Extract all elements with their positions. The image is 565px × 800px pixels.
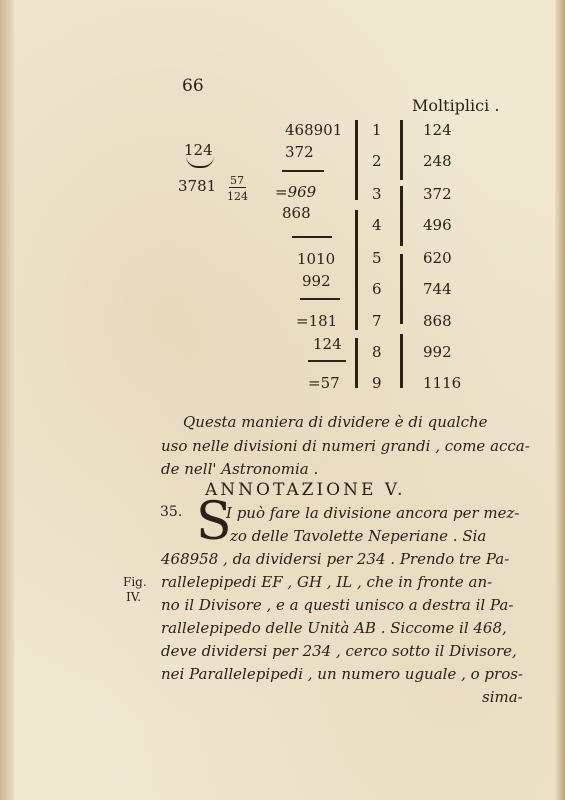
paragraph-2-line: 468958 , da dividersi per 234 . Prendo tre Pa- — [161, 550, 510, 568]
table-bar-right-3 — [400, 254, 403, 324]
page-number: 66 — [182, 76, 204, 96]
paragraph-1-line: de nell' Astronomia . — [161, 460, 319, 478]
multiple-value: 372 — [423, 185, 452, 203]
multiple-index: 9 — [372, 374, 382, 392]
paragraph-1-line: Questa maniera di dividere è di qualche — [183, 413, 488, 431]
paragraph-2-line: I può fare la divisione ancora per mez- — [226, 504, 520, 522]
table-heading: Moltiplici . — [412, 96, 500, 115]
multiple-index: 7 — [372, 312, 382, 330]
multiple-value: 124 — [423, 121, 452, 139]
multiple-value: 868 — [423, 312, 452, 330]
multiple-index: 1 — [372, 121, 382, 139]
paragraph-2-line: zo delle Tavolette Neperiane . Sia — [230, 527, 487, 545]
margin-fig-label: Fig. — [123, 575, 147, 589]
paragraph-2-line: rallelepipedi EF , GH , IL , che in fronte an- — [161, 573, 493, 591]
division-rule-3 — [300, 298, 340, 300]
multiple-value: 248 — [423, 152, 452, 170]
fraction-denominator: 124 — [227, 190, 248, 203]
remainder-2: 1010 — [297, 250, 336, 268]
divisor-box: 124 — [184, 141, 213, 159]
drop-cap: S — [196, 492, 232, 552]
step-product-1: 372 — [285, 143, 314, 161]
dividend: 468901 — [285, 121, 343, 139]
paragraph-1-line: uso nelle divisioni di numeri grandi , come acca- — [161, 437, 530, 455]
multiple-index: 3 — [372, 185, 382, 203]
division-rule-1 — [282, 170, 324, 172]
remainder-3: =181 — [296, 312, 338, 330]
division-rule-2 — [292, 236, 332, 238]
multiple-value: 496 — [423, 216, 452, 234]
multiple-index: 8 — [372, 343, 382, 361]
multiple-value: 992 — [423, 343, 452, 361]
table-bar-right-4 — [400, 334, 403, 388]
fraction-bar — [229, 187, 246, 188]
fraction-numerator: 57 — [230, 174, 244, 187]
multiple-value: 620 — [423, 249, 452, 267]
multiple-index: 4 — [372, 216, 382, 234]
margin-fig-number: IV. — [126, 590, 142, 604]
multiple-value: 1116 — [423, 374, 462, 392]
table-bar-right-2 — [400, 186, 403, 246]
paragraph-2-line: rallelepipedo delle Unità AB . Siccome il 468, — [161, 619, 507, 637]
step-product-4: 124 — [313, 335, 342, 353]
multiple-index: 6 — [372, 280, 382, 298]
multiple-value: 744 — [423, 280, 452, 298]
quotient: 3781 — [178, 177, 217, 195]
table-bar-left-1 — [355, 120, 358, 200]
multiple-index: 5 — [372, 249, 382, 267]
divisor-brace — [186, 156, 214, 168]
section-header: ANNOTAZIONE V. — [205, 480, 406, 500]
step-product-2: 868 — [282, 204, 311, 222]
paragraph-2-line: deve dividersi per 234 , cerco sotto il Divisore, — [161, 642, 517, 660]
section-number: 35. — [160, 504, 183, 520]
table-bar-left-3 — [355, 338, 358, 388]
multiple-index: 2 — [372, 152, 382, 170]
step-product-3: 992 — [302, 272, 331, 290]
page-right-edge — [555, 0, 565, 800]
paragraph-2-line: nei Parallelepipedi , un numero uguale , o pros- — [161, 665, 523, 683]
table-bar-left-2 — [355, 210, 358, 330]
paragraph-2-line: no il Divisore , e a questi unisco a destra il Pa- — [161, 596, 514, 614]
page-left-edge — [0, 0, 14, 800]
remainder-1: =969 — [275, 183, 317, 201]
catchword: sima- — [482, 688, 523, 706]
division-rule-4 — [308, 360, 346, 362]
remainder-4: =57 — [308, 374, 340, 392]
table-bar-right-1 — [400, 120, 403, 180]
